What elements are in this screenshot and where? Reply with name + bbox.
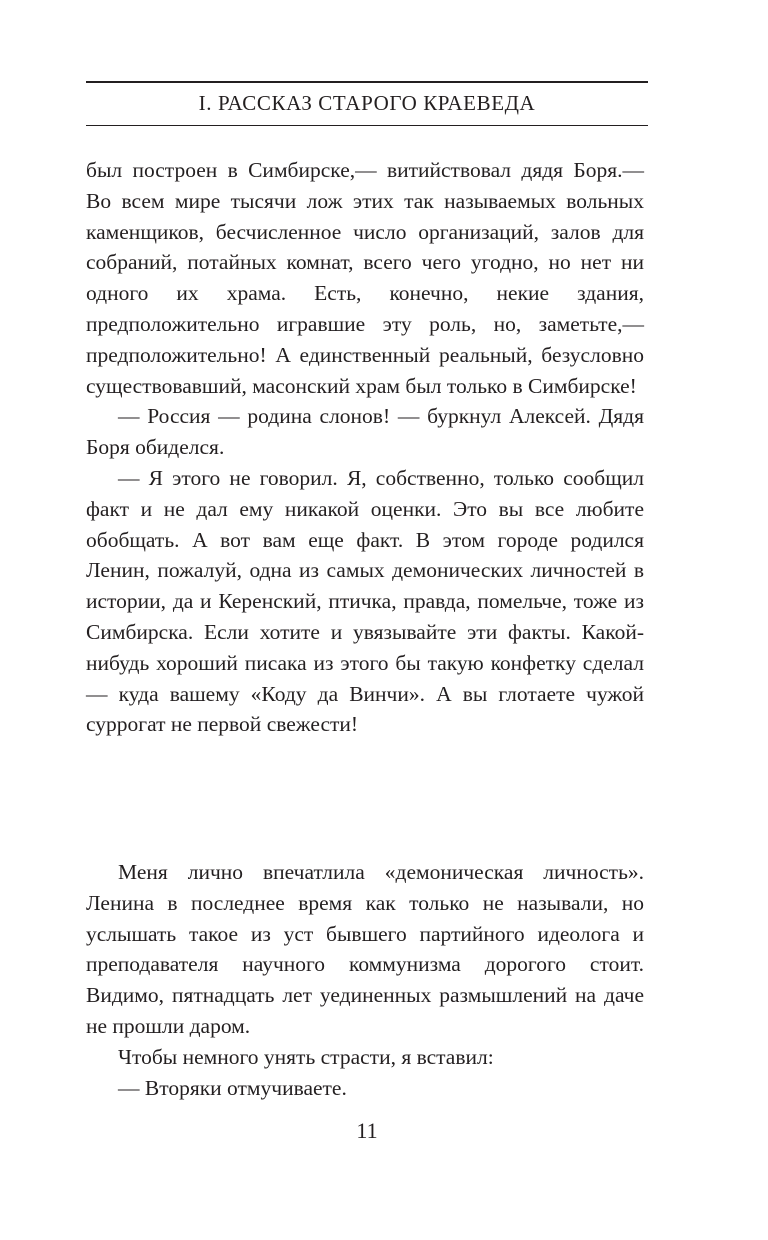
paragraph-continued: был построен в Симбирске,— витийствовал дядя Боря.— Во всем мире тысячи лож этих так называемых вольных каменщиков, бесчисленное число организаций, залов для собраний, потайных комнат, всего чего угодно, но нет ни одного их храма. Есть, конечно, некие здания, предположительно игравшие эту роль, но, заметьте,— предположительно! А единственный реальный, безусловно существовавший, масонский храм был только в Симбирске! bbox=[86, 158, 644, 398]
header-rule-bottom bbox=[86, 125, 648, 126]
running-head: I. РАССКАЗ СТАРОГО КРАЕВЕДА bbox=[198, 91, 536, 115]
text-section-two bbox=[86, 857, 644, 1103]
paragraph: — Вторяки отмучиваете. bbox=[118, 1075, 347, 1100]
text-section-one bbox=[86, 155, 644, 740]
paragraph: Чтобы немного унять страсти, я вставил: bbox=[118, 1044, 494, 1069]
page-number: 11 bbox=[356, 1118, 378, 1143]
paragraph: — Россия — родина слонов! — буркнул Алексей. Дядя Боря обиделся. bbox=[86, 404, 644, 460]
paragraph: — Я этого не говорил. Я, собственно, только сообщил факт и не дал ему никакой оценки. Это вы все любите обобщать. А вот вам еще факт. В этом городе родился Ленин, пожалуй, одна из самых демонических личностей в истории, да и Керенский, птичка, правда, помельче, тоже из Симбирска. Если хотите и увязывайте эти факты. Какой-нибудь хороший писака из этого бы такую конфетку сделал — куда вашему «Коду да Винчи». А вы глотаете чужой суррогат не первой свежести! bbox=[86, 465, 644, 737]
header-rule-top bbox=[86, 81, 648, 83]
paragraph: Меня лично впечатлила «демоническая личность». Ленина в последнее время как только не называли, но услышать такое из уст бывшего партийного идеолога и преподавателя научного коммунизма дорогого стоит. Видимо, пятнадцать лет уединенных размышлений на даче не прошли даром. bbox=[86, 860, 644, 1038]
